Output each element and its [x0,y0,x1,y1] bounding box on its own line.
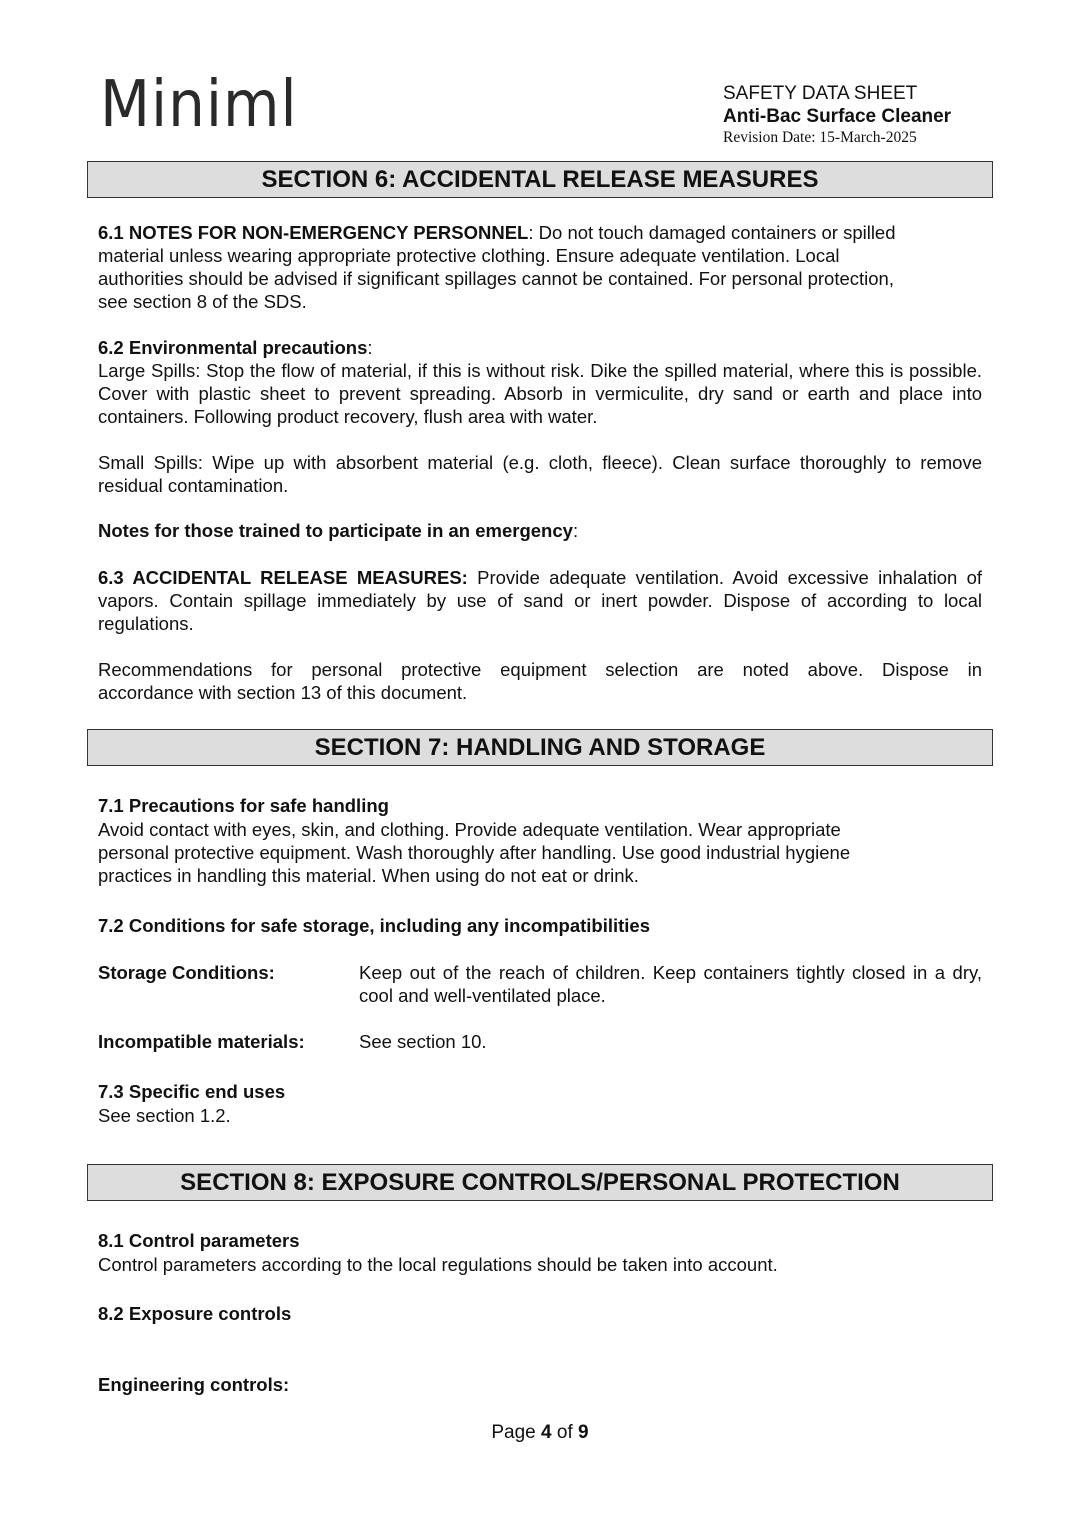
trained-heading: Notes for those trained to participate in an emergency [98,520,573,541]
large-spills-text: Large Spills: Stop the flow of material, if this is without risk. Dike the spilled material, where this is possible. Cover with plastic sheet to prevent spreading. Absorb in vermiculite, dry sand or earth and place into containers. Following product recovery, flush area with water. [98,360,982,427]
page-total: 9 [578,1422,589,1443]
paragraph-6-1 [98,221,982,313]
paragraph-6-3 [98,566,982,635]
p71-heading: 7.1 Precautions for safe handling [98,795,389,816]
trained-notes-heading [98,519,982,542]
p61-line-2: material unless wearing appropriate protective clothing. Ensure adequate ventilation. Local [98,245,840,266]
p63-heading: 6.3 ACCIDENTAL RELEASE MEASURES: [98,567,468,588]
trained-colon: : [572,520,579,541]
paragraph-7-1 [98,818,982,887]
page-footer [0,1421,1080,1444]
section-8-heading: SECTION 8: EXPOSURE CONTROLS/PERSONAL PROTECTION [87,1164,993,1201]
document-header [723,82,951,147]
storage-conditions-value: Keep out of the reach of children. Keep containers tightly closed in a dry, cool and well-ventilated place. [359,962,982,1006]
storage-conditions-label: Storage Conditions: [98,962,275,983]
revision-date: Revision Date: 15-March-2025 [723,129,917,146]
section-6-heading: SECTION 6: ACCIDENTAL RELEASE MEASURES [87,161,993,198]
page-number: 4 [541,1422,552,1443]
p71-line-1: Avoid contact with eyes, skin, and clothing. Provide adequate ventilation. Wear appropriate [98,819,841,840]
page-word: Page [491,1422,536,1443]
p62-colon: : [367,337,373,358]
p61-heading: 6.1 NOTES FOR NON-EMERGENCY PERSONNEL [98,222,529,243]
p73-heading: 7.3 Specific end uses [98,1081,286,1102]
engineering-controls-heading: Engineering controls: [98,1374,290,1395]
incompatible-materials-label: Incompatible materials: [98,1031,305,1052]
p73-body: See section 1.2. [98,1105,231,1126]
p63-body: Provide adequate ventilation. Avoid excessive inhalation of vapors. Contain spillage immediately by use of sand or inert powder. Dispose of according to local regulations. [98,567,983,634]
p61-sep: : [528,222,539,243]
recommendations-text [98,658,982,704]
p61-line-3: authorities should be advised if significant spillages cannot be contained. For personal protection, [98,268,894,289]
p71-line-2: personal protective equipment. Wash thoroughly after handling. Use good industrial hygiene [98,842,851,863]
p81-heading: 8.1 Control parameters [98,1230,300,1251]
of-word: of [556,1422,573,1443]
p61-line-1: Do not touch damaged containers or spilled [538,222,896,243]
small-spills-text: Small Spills: Wipe up with absorbent material (e.g. cloth, fleece). Clean surface thoroughly to remove residual contamination. [98,452,982,496]
reco-line-2: accordance with section 13 of this document. [98,682,468,703]
section-7-heading: SECTION 7: HANDLING AND STORAGE [87,729,993,766]
paragraph-6-2-heading [98,336,982,359]
doc-type: SAFETY DATA SHEET [723,83,918,104]
reco-line-1: Recommendations for personal protective equipment selection are noted above. Dispose in [98,659,982,680]
p61-line-4: see section 8 of the SDS. [98,291,307,312]
p71-line-3: practices in handling this material. When using do not eat or drink. [98,865,639,886]
p62-heading: 6.2 Environmental precautions [98,337,368,358]
product-name: Anti-Bac Surface Cleaner [723,106,952,127]
p72-heading: 7.2 Conditions for safe storage, including any incompatibilities [98,915,651,936]
p81-body: Control parameters according to the local regulations should be taken into account. [98,1254,778,1275]
incompatible-materials-value: See section 10. [359,1031,487,1052]
p82-heading: 8.2 Exposure controls [98,1303,292,1324]
brand-logo: Miniml [100,66,298,142]
